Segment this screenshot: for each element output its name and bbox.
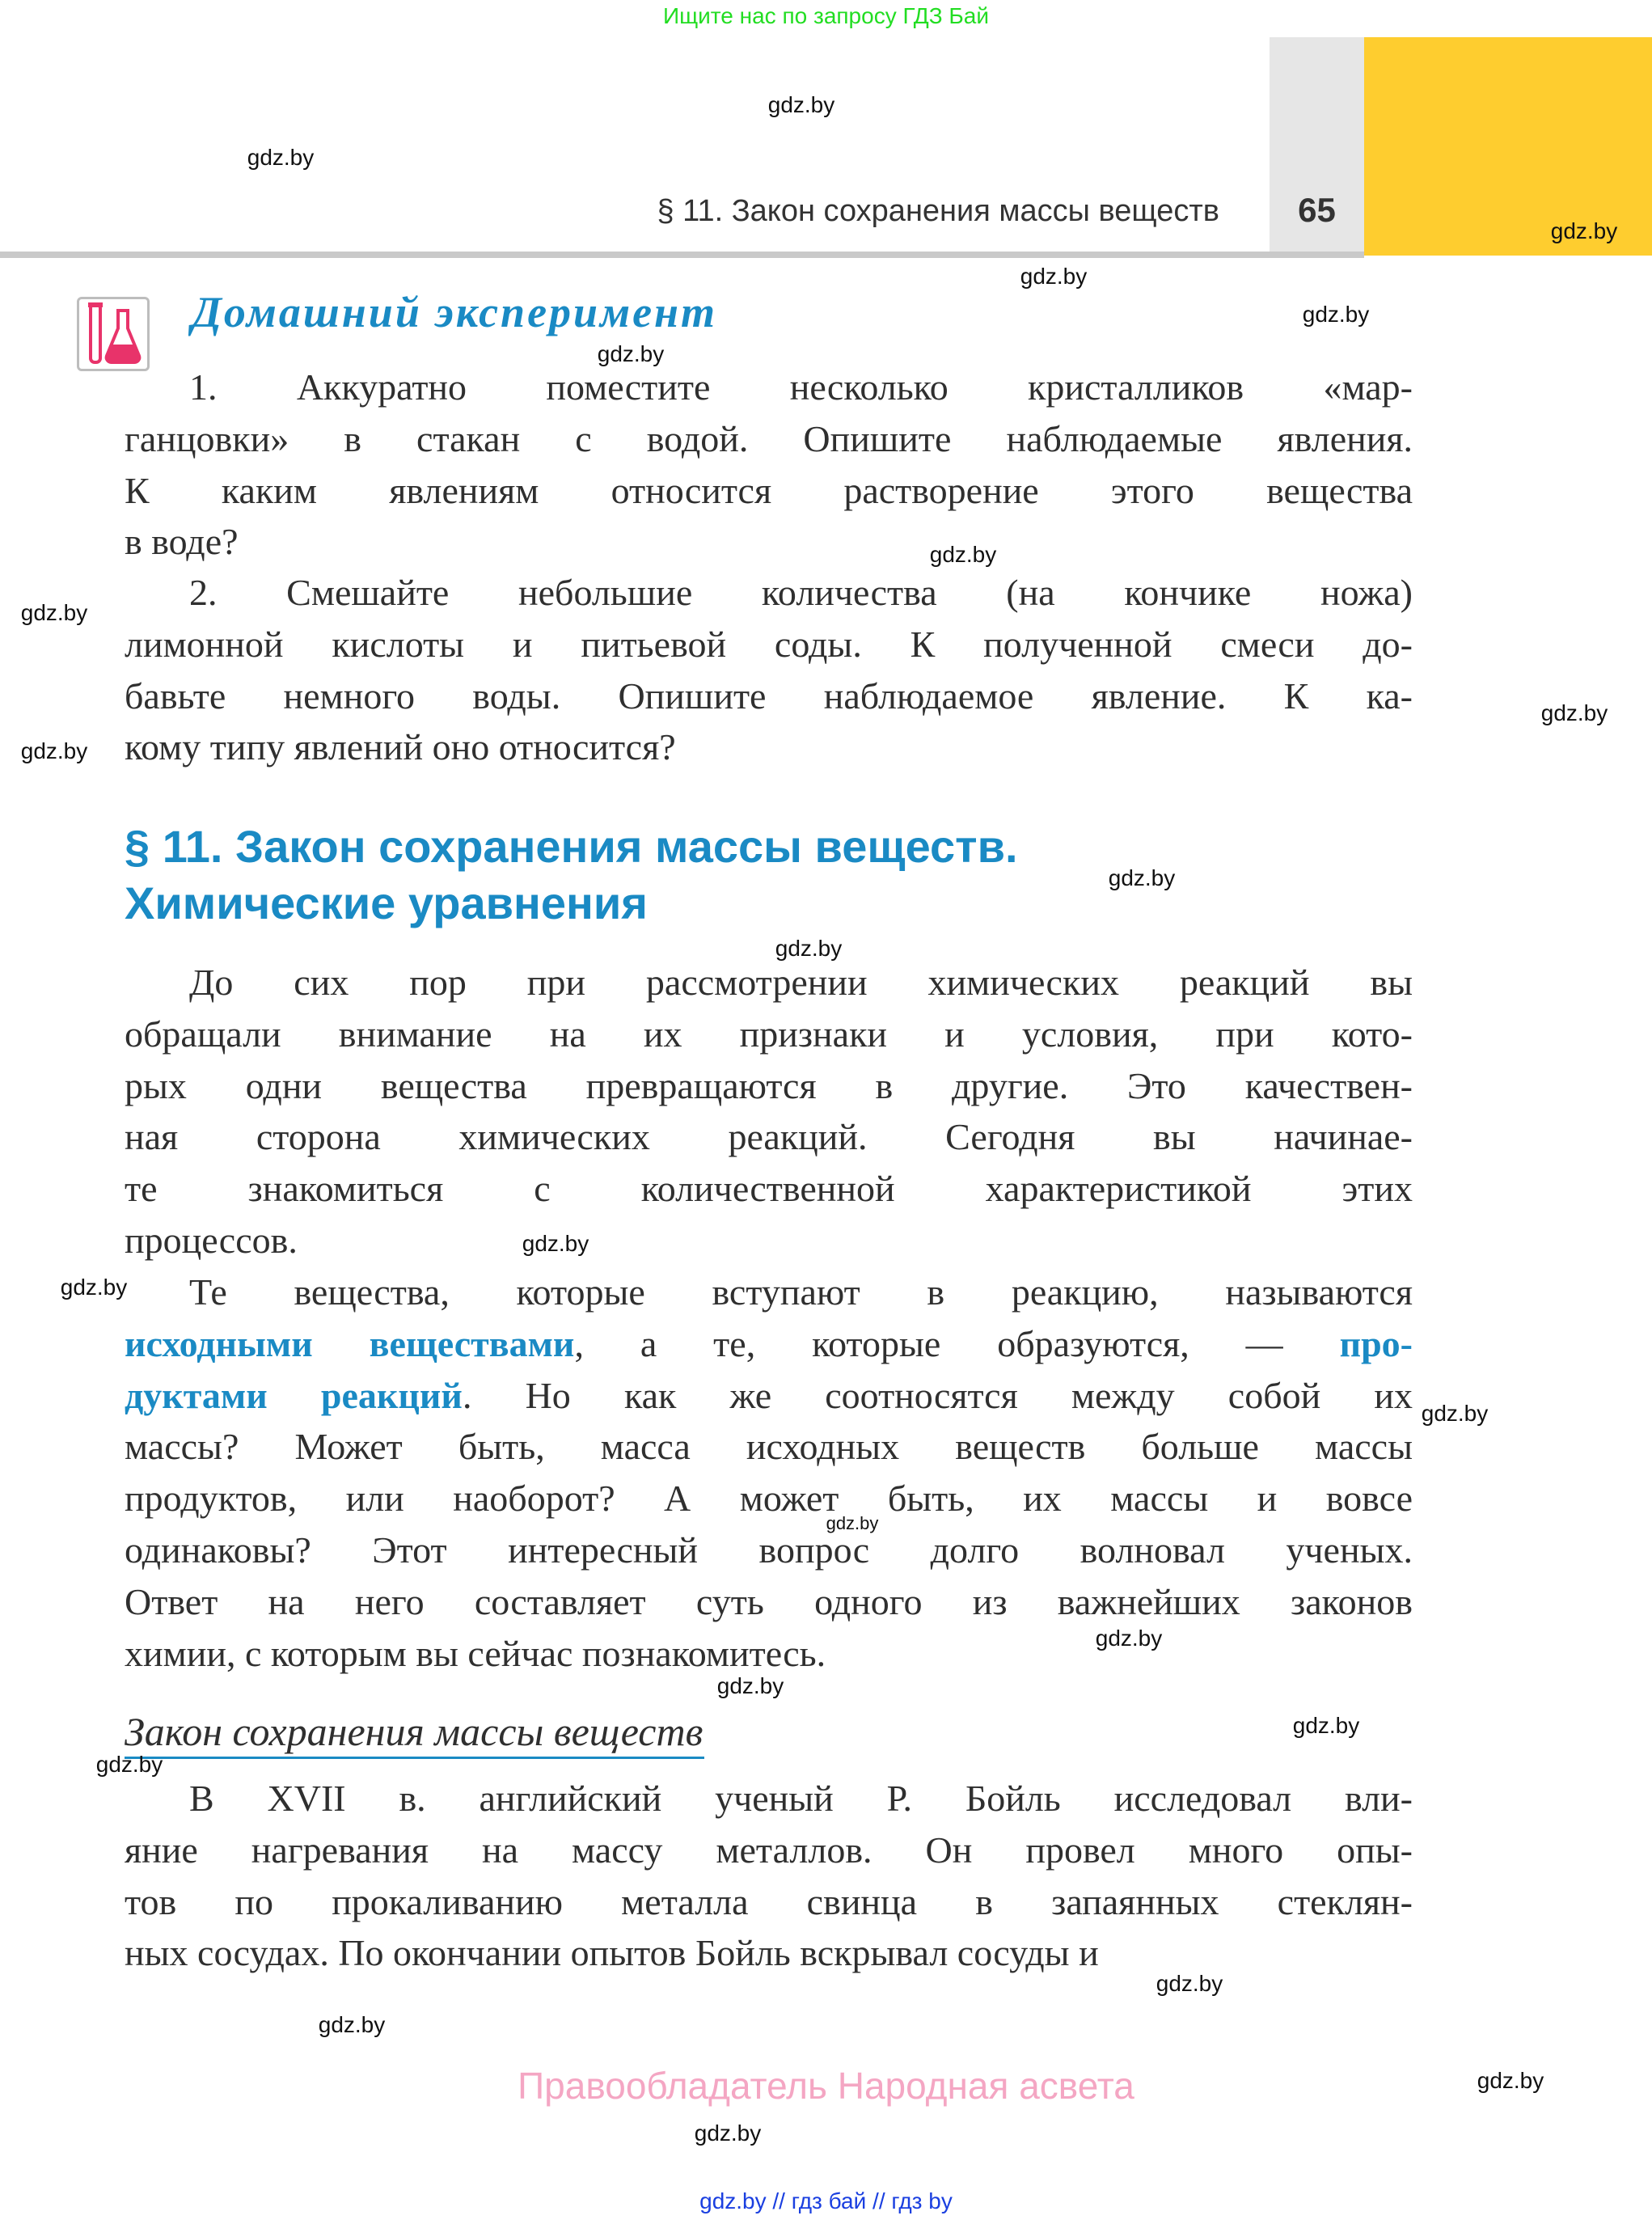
watermark: gdz.by [597, 341, 665, 366]
text-line [125, 1215, 1413, 1266]
header-divider [0, 252, 1364, 258]
text-line [125, 1370, 1413, 1422]
text-segment: химии, с которым вы сейчас познакомитесь. [125, 1632, 826, 1674]
watermark: gdz.by [60, 1275, 128, 1300]
text-line [125, 465, 1413, 517]
text-segment: тов по прокаливанию металла свинца в запаянных стеклян- [125, 1880, 1413, 1922]
watermark: gdz.by [716, 1673, 784, 1698]
watermark: gdz.by [826, 1513, 879, 1533]
text-segment: те знакомиться с количественной характеристикой этих [125, 1168, 1413, 1210]
watermark: gdz.by [1477, 2068, 1544, 2093]
key-term: исходными веществами [125, 1322, 575, 1364]
text-line [125, 362, 1413, 413]
text-segment: в воде? [125, 521, 239, 563]
home-experiment-title: Домашний эксперимент [192, 288, 718, 336]
text-segment: 1. Аккуратно поместите несколько кристалликов «мар- [189, 366, 1413, 408]
text-segment: яние нагревания на массу металлов. Он провел много опы- [125, 1829, 1413, 1871]
text-segment: К каким явлениям относится растворение этого вещества [125, 469, 1413, 511]
key-term: про- [1339, 1322, 1413, 1364]
text-line [125, 1163, 1413, 1215]
text-segment: лимонной кислоты и питьевой соды. К полученной смеси до- [125, 623, 1413, 665]
watermark: gdz.by [318, 2012, 386, 2037]
watermark: gdz.by [1108, 865, 1176, 890]
text-segment: В XVII в. английский ученый Р. Бойль исследовал вли- [189, 1778, 1413, 1819]
watermark: gdz.by [1292, 1713, 1360, 1738]
text-line [125, 670, 1413, 722]
text-segment: процессов. [125, 1220, 298, 1261]
text-line [125, 957, 1413, 1008]
watermark: gdz.by [1156, 1971, 1223, 1996]
text-segment: одинаковы? Этот интересный вопрос долго волновал ученых. [125, 1529, 1413, 1571]
text-line [125, 619, 1413, 670]
watermark: gdz.by [522, 1231, 589, 1256]
watermark: gdz.by [247, 145, 315, 170]
text-segment: продуктов, или наоборот? А может быть, их массы и вовсе [125, 1478, 1413, 1520]
watermark: gdz.by [1302, 302, 1370, 327]
text-segment: ганцовки» в стакан с водой. Опишите наблюдаемые явления. [125, 417, 1413, 459]
text-line [125, 1576, 1413, 1628]
watermark: gdz.by [1550, 218, 1618, 243]
text-line [125, 1060, 1413, 1112]
text-line [125, 1524, 1413, 1576]
watermark: gdz.by [95, 1752, 163, 1777]
text-segment: , а те, которые образуются, — [574, 1322, 1340, 1364]
key-term: дуктами реакций [125, 1374, 463, 1416]
watermark: gdz.by [929, 542, 997, 567]
text-segment: кому типу явлений оно относится? [125, 726, 676, 768]
text-line [125, 1824, 1413, 1876]
watermark: gdz.by [775, 936, 843, 961]
text-segment: . Но как же соотносятся между собой их [462, 1374, 1413, 1416]
text-line [125, 1773, 1413, 1824]
text-line [125, 1318, 1413, 1370]
watermark: gdz.by [1020, 264, 1088, 289]
text-line [125, 516, 1413, 568]
text-segment: обращали внимание на их признаки и условия, при кото- [125, 1013, 1413, 1055]
running-head: § 11. Закон сохранения массы веществ [657, 194, 1219, 228]
text-segment: До сих пор при рассмотрении химических реакций вы [189, 962, 1413, 1003]
watermark: gdz.by [1421, 1401, 1489, 1426]
text-segment: ных сосудах. По окончании опытов Бойль вскрывал сосуды и [125, 1932, 1099, 1974]
text-segment: массы? Может быть, масса исходных веществ больше массы [125, 1426, 1413, 1468]
search-banner: Ищите нас по запросу ГДЗ Бай [662, 3, 990, 28]
text-segment: Ответ на него составляет суть одного из важнейших законов [125, 1580, 1413, 1622]
text-segment: ная сторона химических реакций. Сегодня вы начинае- [125, 1116, 1413, 1158]
text-segment: Те вещества, которые вступают в реакцию, называются [189, 1271, 1413, 1313]
watermark: gdz.by [1540, 700, 1608, 725]
lab-flask-icon [77, 297, 150, 371]
text-line [125, 1421, 1413, 1473]
law-subheading: Закон сохранения массы веществ [125, 1706, 704, 1759]
watermark: gdz.by [20, 600, 88, 625]
section-heading [125, 818, 1018, 932]
text-line [125, 413, 1413, 465]
section-heading-line-2: Химические уравнения [125, 877, 648, 928]
text-line [125, 1876, 1413, 1928]
page-number: 65 [1298, 191, 1336, 229]
text-line [125, 1628, 1413, 1680]
text-segment: бавьте немного воды. Опишите наблюдаемое явление. К ка- [125, 674, 1413, 717]
watermark: gdz.by [694, 2120, 762, 2146]
text-segment: 2. Смешайте небольшие количества (на кончике ножа) [189, 572, 1413, 613]
section-heading-line-1: § 11. Закон сохранения массы веществ. [125, 821, 1018, 872]
text-line [125, 721, 1413, 773]
text-line [125, 1473, 1413, 1524]
rights-holder-footer: Правообладатель Народная асвета [518, 2065, 1134, 2107]
text-line [125, 1008, 1413, 1060]
text-segment: рых одни вещества превращаются в другие. Это качествен- [125, 1064, 1413, 1106]
text-line [125, 567, 1413, 619]
watermark: gdz.by [767, 92, 835, 117]
text-line [125, 1266, 1413, 1318]
text-line [125, 1111, 1413, 1163]
bottom-links[interactable]: gdz.by // гдз бай // гдз by [699, 2188, 953, 2213]
watermark: gdz.by [20, 738, 88, 763]
watermark: gdz.by [1095, 1626, 1163, 1651]
